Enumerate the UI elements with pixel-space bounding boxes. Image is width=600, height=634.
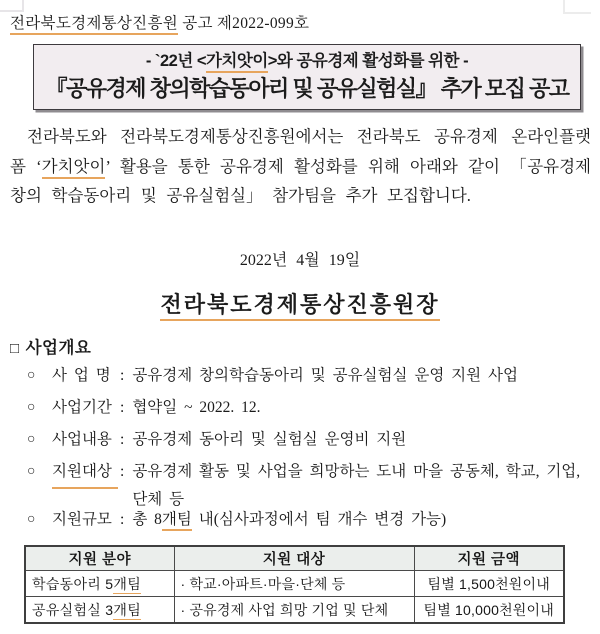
cell-target: · 공유경제 사업 희망 기업 및 단체 [174, 597, 414, 624]
table-header-row [25, 546, 564, 571]
col-header-amount: 지원 금액 [414, 546, 564, 571]
item-colon: : [120, 367, 125, 384]
item-label: 사업내용 [52, 431, 112, 448]
cell-field-pre: 학습동아리 5 [32, 575, 114, 592]
title-subtitle [34, 49, 580, 73]
item-value: 협약일 ~ 2022. 12. [132, 399, 261, 416]
title-subtitle-highlight: 가치앗이 [206, 52, 268, 73]
support-table [24, 545, 565, 624]
cell-field-pre: 공유실험실 3 [32, 601, 114, 618]
overview-item-content [27, 426, 593, 454]
table-row-study-club [25, 571, 564, 597]
circle-bullet-icon: ○ [27, 464, 36, 479]
date-line: 2022년 4월 19일 [239, 252, 361, 269]
section-heading-text: 사업개요 [25, 338, 92, 357]
intro-highlight: 가치앗이 [42, 157, 106, 179]
intro-post: ’ 활용을 통한 공유경제 활성화를 위해 아래와 같이 「공유경제 창의 학습동아리 및 공유실험실」 참가팀을 추가 모집합니다. [10, 156, 592, 205]
signer-name: 전라북도경제통상진흥원장 [160, 292, 439, 321]
item-value: 공유경제 활동 및 사업을 희망하는 도내 마을 공동체, 학교, 기업, 단체 등 [132, 463, 581, 508]
item-colon: : [120, 511, 125, 528]
col-header-field: 지원 분야 [25, 546, 174, 571]
intro-paragraph [10, 122, 591, 211]
cell-field [25, 571, 174, 597]
overview-item-project-name [27, 362, 593, 390]
circle-bullet-icon: ○ [27, 400, 36, 415]
item-value [132, 506, 593, 534]
circle-bullet-icon: ○ [27, 512, 36, 527]
section-heading-overview [10, 334, 91, 358]
item-value-post: 내(심사과정에서 팀 개수 변경 가능) [191, 511, 447, 528]
notice-number-line [10, 11, 309, 33]
title-main: 『공유경제 창의학습동아리 및 공유실험실』 추가 모집 공고 [45, 76, 569, 101]
circle-bullet-icon: ○ [27, 368, 36, 383]
page-corner-mark-right [563, 0, 591, 14]
cell-amount: 팀별 10,000천원이내 [414, 597, 564, 624]
cell-field-underlined: 개팀 [113, 601, 142, 618]
col-header-target: 지원 대상 [174, 546, 414, 571]
overview-item-scale [27, 506, 593, 534]
title-subtitle-post: >와 공유경제 활성화를 위한 - [267, 52, 469, 70]
item-value-pre: 총 8 [132, 511, 162, 528]
item-label: 지원규모 [52, 511, 112, 528]
circle-bullet-icon: ○ [27, 432, 36, 447]
item-value: 공유경제 동아리 및 실험실 운영비 지원 [132, 431, 407, 448]
cell-field [25, 597, 174, 624]
item-label: 사 업 명 [52, 367, 111, 384]
item-label: 사업기간 [52, 399, 112, 416]
title-subtitle-pre: - `22년 < [145, 52, 207, 70]
notice-number: 공고 제2022-099호 [178, 15, 310, 32]
intro-pre: 전라북도와 전라북도경제통상진흥원에서는 전라북도 공유경제 온라인플랫폼 ‘ [10, 127, 591, 176]
org-name: 전라북도경제통상진흥원 [10, 15, 178, 35]
table-row-shared-lab [25, 597, 564, 624]
title-box [33, 44, 581, 110]
item-value-underlined: 개팀 [162, 511, 192, 531]
signer-line [0, 288, 600, 319]
item-label: 지원대상 [52, 458, 118, 489]
cell-amount: 팀별 1,500천원이내 [414, 571, 564, 597]
overview-item-period [27, 394, 593, 422]
item-colon: : [120, 431, 125, 448]
item-value: 공유경제 창의학습동아리 및 공유실험실 운영 지원 사업 [132, 367, 518, 384]
square-bullet-icon: □ [10, 341, 20, 357]
cell-target: · 학교·아파트·마을·단체 등 [174, 571, 414, 597]
item-colon: : [120, 399, 125, 416]
item-colon: : [120, 463, 125, 480]
cell-field-underlined: 개팀 [113, 575, 142, 592]
